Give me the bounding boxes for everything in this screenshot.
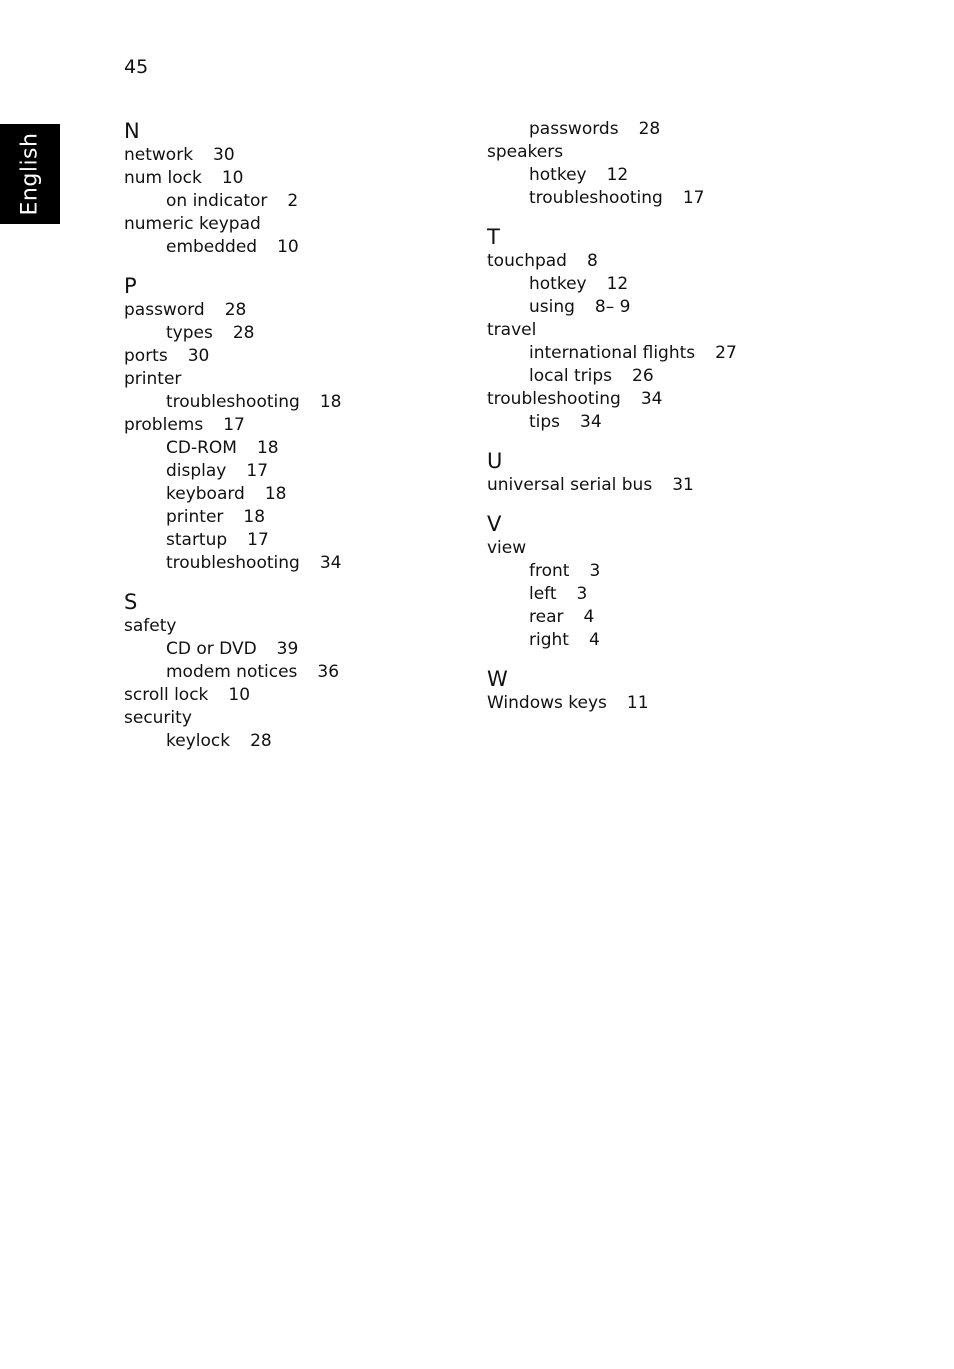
index-subentry — [487, 342, 737, 365]
index-subentry — [124, 322, 341, 345]
index-page-ref: 17 — [246, 461, 269, 481]
index-page-ref: 39 — [276, 639, 299, 659]
index-page-ref: 28 — [232, 323, 255, 343]
section-letter: S — [124, 590, 138, 614]
index-term: password — [124, 300, 205, 320]
section-letter: U — [487, 449, 503, 473]
index-section — [487, 118, 737, 210]
index-term: num lock — [124, 168, 202, 188]
index-subentry — [124, 190, 341, 213]
index-term: embedded — [166, 237, 258, 257]
index-term: printer — [166, 507, 224, 527]
index-subentry — [487, 273, 737, 296]
index-term: passwords — [529, 119, 619, 139]
index-entry — [487, 319, 737, 342]
index-page-ref: 30 — [213, 145, 235, 165]
index-subentry — [487, 560, 737, 583]
index-page-ref: 28 — [224, 300, 247, 320]
index-column-right — [487, 118, 737, 729]
index-term: troubleshooting — [166, 553, 300, 573]
index-subentry — [487, 296, 737, 319]
index-page-ref: 30 — [187, 346, 210, 366]
page-number: 45 — [124, 56, 149, 78]
index-page-ref: 17 — [682, 188, 705, 208]
index-term: on indicator — [166, 191, 268, 211]
index-term: display — [166, 461, 227, 481]
index-subentry — [124, 552, 341, 575]
index-term: left — [529, 584, 557, 604]
index-term: numeric keypad — [124, 214, 261, 234]
index-section — [124, 589, 341, 753]
index-term: tips — [529, 412, 561, 432]
index-section — [487, 511, 737, 652]
index-subentry — [124, 437, 341, 460]
index-entry — [487, 474, 737, 497]
index-page-ref: 36 — [317, 662, 340, 682]
index-entry — [487, 537, 737, 560]
index-term: printer — [124, 369, 182, 389]
index-term: keylock — [166, 731, 231, 751]
index-page-ref: 34 — [319, 553, 342, 573]
index-subentry — [124, 529, 341, 552]
section-letter: V — [487, 512, 502, 536]
language-side-tab — [0, 124, 60, 224]
index-page-ref: 4 — [588, 630, 600, 650]
section-letter: W — [487, 667, 508, 691]
index-page-ref: 10 — [277, 237, 299, 257]
index-page-ref: 28 — [250, 731, 272, 751]
index-entry — [124, 368, 341, 391]
index-term: front — [529, 561, 570, 581]
index-page-ref: 18 — [256, 438, 279, 458]
index-page-ref: 31 — [672, 475, 694, 495]
index-page-ref: 3 — [589, 561, 601, 581]
index-term: types — [166, 323, 213, 343]
section-letter: T — [487, 225, 500, 249]
index-entry — [124, 345, 341, 368]
index-subentry — [487, 187, 737, 210]
section-letter: P — [124, 274, 137, 298]
index-term: problems — [124, 415, 204, 435]
index-entry — [487, 141, 737, 164]
index-term: keyboard — [166, 484, 245, 504]
index-subentry — [124, 730, 341, 753]
index-entry — [487, 692, 737, 715]
index-term: CD or DVD — [166, 639, 257, 659]
index-subentry — [487, 118, 737, 141]
side-tab-label: English — [17, 132, 43, 216]
index-page-ref: 12 — [606, 165, 629, 185]
index-entry — [487, 250, 737, 273]
index-term: troubleshooting — [529, 188, 663, 208]
index-entry — [124, 213, 341, 236]
index-entry — [124, 414, 341, 437]
index-subentry — [124, 483, 341, 506]
index-term: touchpad — [487, 251, 567, 271]
section-letter: N — [124, 119, 140, 143]
index-page-ref: 10 — [228, 685, 251, 705]
index-term: local trips — [529, 366, 613, 386]
index-term: hotkey — [529, 165, 587, 185]
index-term: hotkey — [529, 274, 587, 294]
index-subentry — [487, 411, 737, 434]
index-page-ref: 28 — [638, 119, 661, 139]
index-term: ports — [124, 346, 168, 366]
index-section — [124, 273, 341, 575]
index-page-ref: 18 — [243, 507, 266, 527]
index-entry — [124, 144, 341, 167]
index-subentry — [124, 506, 341, 529]
index-page-ref: 18 — [319, 392, 342, 412]
index-term: startup — [166, 530, 228, 550]
index-entry — [124, 684, 341, 707]
index-section — [487, 448, 737, 497]
index-term: safety — [124, 616, 177, 636]
index-section — [487, 224, 737, 434]
index-entry — [124, 615, 341, 638]
index-page-ref: 2 — [287, 191, 299, 211]
index-page-ref: 8– 9 — [594, 297, 631, 317]
index-entry — [124, 707, 341, 730]
index-page-ref: 3 — [576, 584, 588, 604]
index-page-ref: 34 — [640, 389, 663, 409]
index-page-ref: 10 — [221, 168, 244, 188]
index-term: international flights — [529, 343, 696, 363]
index-term: troubleshooting — [166, 392, 300, 412]
index-term: travel — [487, 320, 537, 340]
index-subentry — [124, 236, 341, 259]
index-term: rear — [529, 607, 564, 627]
index-section — [487, 666, 737, 715]
index-term: right — [529, 630, 569, 650]
index-page-ref: 12 — [606, 274, 629, 294]
index-subentry — [124, 661, 341, 684]
index-term: Windows keys — [487, 693, 607, 713]
index-term: universal serial bus — [487, 475, 653, 495]
index-page-ref: 17 — [247, 530, 269, 550]
index-subentry — [487, 606, 737, 629]
index-page-ref: 17 — [223, 415, 245, 435]
index-entry — [124, 167, 341, 190]
index-term: security — [124, 708, 192, 728]
index-term: troubleshooting — [487, 389, 621, 409]
index-page-ref: 27 — [715, 343, 737, 363]
index-subentry — [124, 638, 341, 661]
index-page-ref: 34 — [580, 412, 602, 432]
index-subentry — [487, 365, 737, 388]
index-term: speakers — [487, 142, 564, 162]
index-entry — [124, 299, 341, 322]
index-subentry — [487, 164, 737, 187]
index-page-ref: 18 — [264, 484, 287, 504]
index-subentry — [487, 583, 737, 606]
index-page-ref: 11 — [626, 693, 649, 713]
index-term: network — [124, 145, 194, 165]
index-section — [124, 118, 341, 259]
index-page-ref: 4 — [583, 607, 595, 627]
index-column-left — [124, 118, 341, 767]
index-term: view — [487, 538, 527, 558]
index-term: modem notices — [166, 662, 298, 682]
index-subentry — [487, 629, 737, 652]
index-subentry — [124, 460, 341, 483]
index-entry — [487, 388, 737, 411]
index-page-ref: 8 — [586, 251, 598, 271]
index-term: using — [529, 297, 575, 317]
index-page-ref: 26 — [632, 366, 654, 386]
index-term: CD-ROM — [166, 438, 237, 458]
index-term: scroll lock — [124, 685, 209, 705]
index-subentry — [124, 391, 341, 414]
